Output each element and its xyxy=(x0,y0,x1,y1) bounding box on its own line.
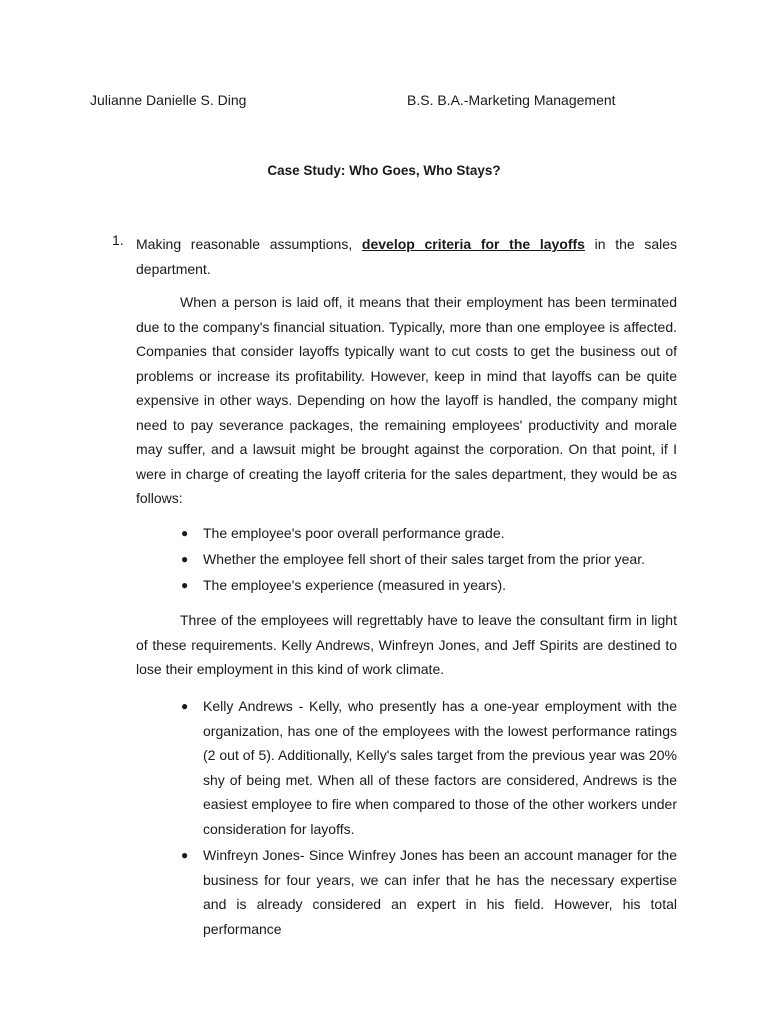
author-name: Julianne Danielle S. Ding xyxy=(90,92,247,108)
criteria-item xyxy=(136,546,677,572)
employee-item-text: Kelly Andrews - Kelly, who presently has a one-year employment with the organization, has one of the employees with the lowest performance ratings (2 out of 5). Additionally, Kelly's sales target from the previous year was 20% shy of being met. When all of these factors are considered, Andrews is the easiest employee to fire when compared to those of the other workers under consideration for layoffs. xyxy=(203,698,677,837)
employee-list xyxy=(136,694,677,943)
criteria-item-text: The employee's experience (measured in years). xyxy=(203,577,507,593)
criteria-item-text: Whether the employee fell short of their sales target from the prior year. xyxy=(203,551,645,567)
criteria-item-text: The employee's poor overall performance grade. xyxy=(203,525,505,541)
employee-item-text: Winfreyn Jones- Since Winfrey Jones has been an account manager for the business for four years, we can infer that he has the necessary expertise and is already considered an expert in his field. However, his total performance xyxy=(203,847,677,937)
question-prefix: Making reasonable assumptions, xyxy=(136,236,353,252)
bullet-icon: ● xyxy=(181,552,189,566)
bullet-icon: ● xyxy=(181,578,189,592)
degree-program: B.S. B.A.-Marketing Management xyxy=(407,92,616,108)
employee-item xyxy=(136,843,677,941)
employee-item xyxy=(136,694,677,841)
criteria-item xyxy=(136,572,677,598)
question-text xyxy=(136,232,677,281)
question-number: 1. xyxy=(112,232,124,248)
question-emphasis: develop criteria for the layoffs xyxy=(361,236,585,252)
criteria-item xyxy=(136,520,677,546)
bullet-icon: ● xyxy=(181,848,189,862)
bullet-icon: ● xyxy=(181,526,189,540)
criteria-list xyxy=(136,520,677,598)
body-paragraph-2: Three of the employees will regrettably have to leave the consultant firm in light of these requirements. Kelly Andrews, Winfreyn Jones, and Jeff Spirits are destined to lose their employment in this kind of work climate. xyxy=(136,612,677,677)
bullet-icon: ● xyxy=(181,699,189,713)
body-paragraph-1: When a person is laid off, it means that their employment has been terminated due to the company's financial situation. Typically, more than one employee is affected. Companies that consider layoffs typically want to cut costs to get the business out of problems or increase its profitability. However, keep in mind that layoffs can be quite expensive in other ways. Depending on how the layoff is handled, the company might need to pay severance packages, the remaining employees' productivity and morale may suffer, and a lawsuit might be brought against the corporation. On that point, if I were in charge of creating the layoff criteria for the sales department, they would be as follows: xyxy=(136,294,677,506)
case-study-title: Case Study: Who Goes, Who Stays? xyxy=(267,163,501,178)
question-suffix: in the sales department. xyxy=(136,236,678,277)
